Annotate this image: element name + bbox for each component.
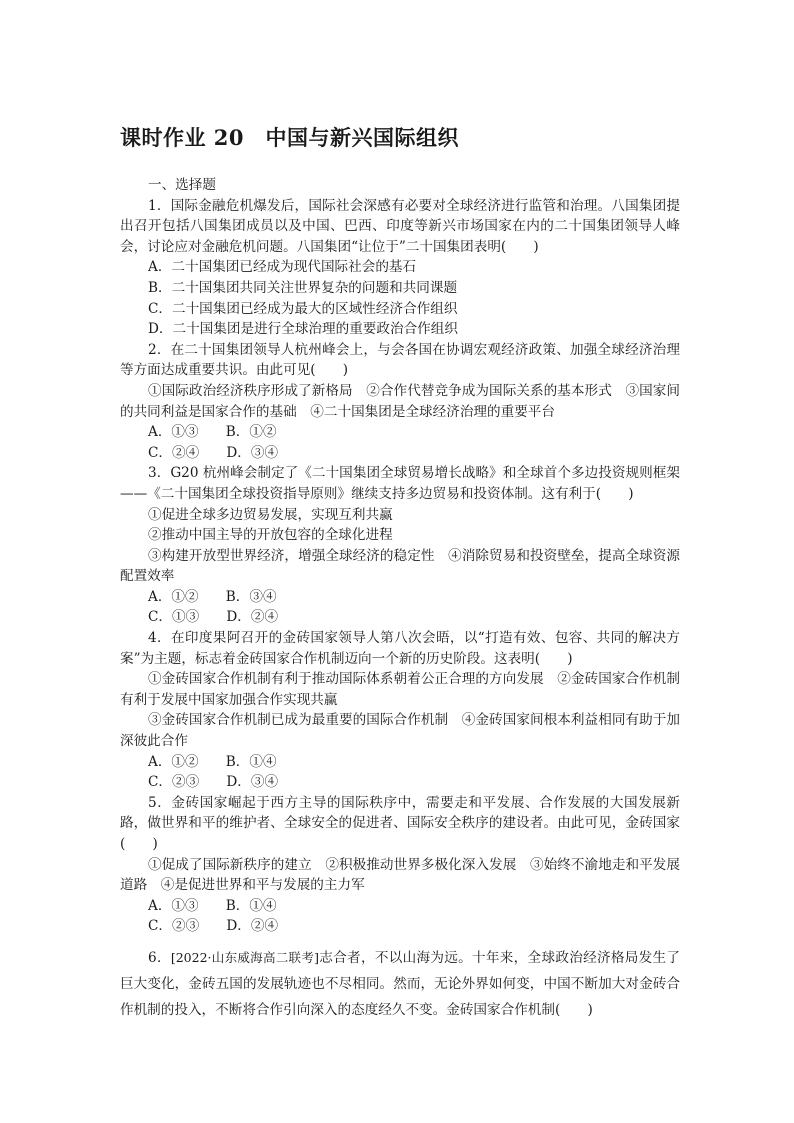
question-6-stem-paragraph — [120, 945, 680, 1023]
question-2-stem: 2．在二十国集团领导人杭州峰会上，与会各国在协调宏观经济政策、加强全球经济治理等方面达成重要共识。由此可见( ) — [120, 341, 680, 379]
question-6-stem: 志合者，不以山海为远。十年来，全球政治经济格局发生了巨大变化，金砖五国的发展轨迹也不尽相同。然而，无论外界如何变，中国不断加大对金砖合作机制的投入，不断将合作引向深入的态度经久不变。金砖国家合作机制( ) — [120, 949, 681, 1018]
question-3-options-row-1: A．①② B．③④ — [148, 588, 277, 605]
question-3-item-1: ①促进全球多边贸易发展，实现互利共赢 — [148, 506, 393, 523]
question-5-items: ①促成了国际新秩序的建立 ②积极推动世界多极化深入发展 ③始终不渝地走和平发展道路 ④是促进世界和平与发展的主力军 — [120, 856, 680, 894]
question-4-items-3-4: ③金砖国家合作机制已成为最重要的国际合作机制 ④金砖国家间根本利益相同有助于加深彼此合作 — [120, 712, 680, 750]
question-4-options-row-1: A．①② B．①④ — [148, 753, 277, 770]
question-3-items-3-4: ③构建开放型世界经济，增强全球经济的稳定性 ④消除贸易和投资壁垒，提高全球资源配置效率 — [120, 547, 680, 585]
question-2-options-row-1: A．①③ B．①② — [148, 424, 277, 441]
question-4 — [120, 628, 680, 793]
question-3-options-row-2: C．①③ D．②④ — [148, 609, 279, 626]
page-title: 课时作业 20 中国与新兴国际组织 — [120, 125, 460, 150]
section-heading: 一、选择题 — [148, 177, 216, 193]
question-5-stem: 5．金砖国家崛起于西方主导的国际秩序中，需要走和平发展、合作发展的大国发展新路，做世界和平的维护者、全球安全的促进者、国际安全秩序的建设者。由此可见，金砖国家( ) — [120, 794, 680, 852]
question-1-option-d: D．二十国集团是进行全球治理的重要政治合作组织 — [148, 321, 458, 338]
question-5 — [120, 793, 680, 937]
question-6 — [120, 945, 680, 1023]
question-1-option-c: C．二十国集团已经成为最大的区域性经济合作组织 — [148, 300, 458, 317]
question-6-number: 6． — [148, 949, 171, 966]
question-1-option-a: A．二十国集团已经成为现代国际社会的基石 — [148, 259, 417, 276]
question-5-options-row-2: C．②③ D．②④ — [148, 918, 279, 935]
question-2-options-row-2: C．②④ D．③④ — [148, 444, 279, 461]
question-4-items-1-2: ①金砖国家合作机制有利于推动国际体系朝着公正合理的方向发展 ②金砖国家合作机制有利于发展中国家加强合作实现共赢 — [120, 671, 680, 708]
question-4-stem: 4．在印度果阿召开的金砖国家领导人第八次会晤，以“打造有效、包容、共同的解决方案”为主题，标志着金砖国家合作机制迈向一个新的历史阶段。这表明( ) — [120, 630, 680, 667]
question-2-items: ①国际政治经济秩序形成了新格局 ②合作代替竞争成为国际关系的基本形式 ③国家间的共同利益是国家合作的基础 ④二十国集团是全球经济治理的重要平台 — [120, 382, 680, 420]
question-content — [120, 175, 680, 1023]
question-5-options-row-1: A．①③ B．①④ — [148, 897, 277, 914]
question-6-source: [2022·山东威海高二联考] — [170, 949, 319, 965]
question-3-stem: 3．G20 杭州峰会制定了《二十国集团全球贸易增长战略》和全球首个多边投资规则框架——《二十国集团全球投资指导原则》继续支持多边贸易和投资体制。这有利于( ) — [120, 465, 680, 502]
question-3-item-2: ②推动中国主导的开放包容的全球化进程 — [148, 527, 393, 544]
question-1-option-b: B．二十国集团共同关注世界复杂的问题和共同课题 — [148, 279, 458, 296]
question-4-options-row-2: C．②③ D．③④ — [148, 774, 279, 791]
question-1 — [120, 196, 680, 340]
question-1-stem: 1．国际金融危机爆发后，国际社会深感有必要对全球经济进行监管和治理。八国集团提出召开包括八国集团成员以及中国、巴西、印度等新兴市场国家在内的二十国集团领导人峰会，讨论应对金融危机问题。八国集团“让位于”二十国集团表明( ) — [120, 197, 680, 255]
question-3 — [120, 463, 680, 628]
question-2 — [120, 340, 680, 464]
